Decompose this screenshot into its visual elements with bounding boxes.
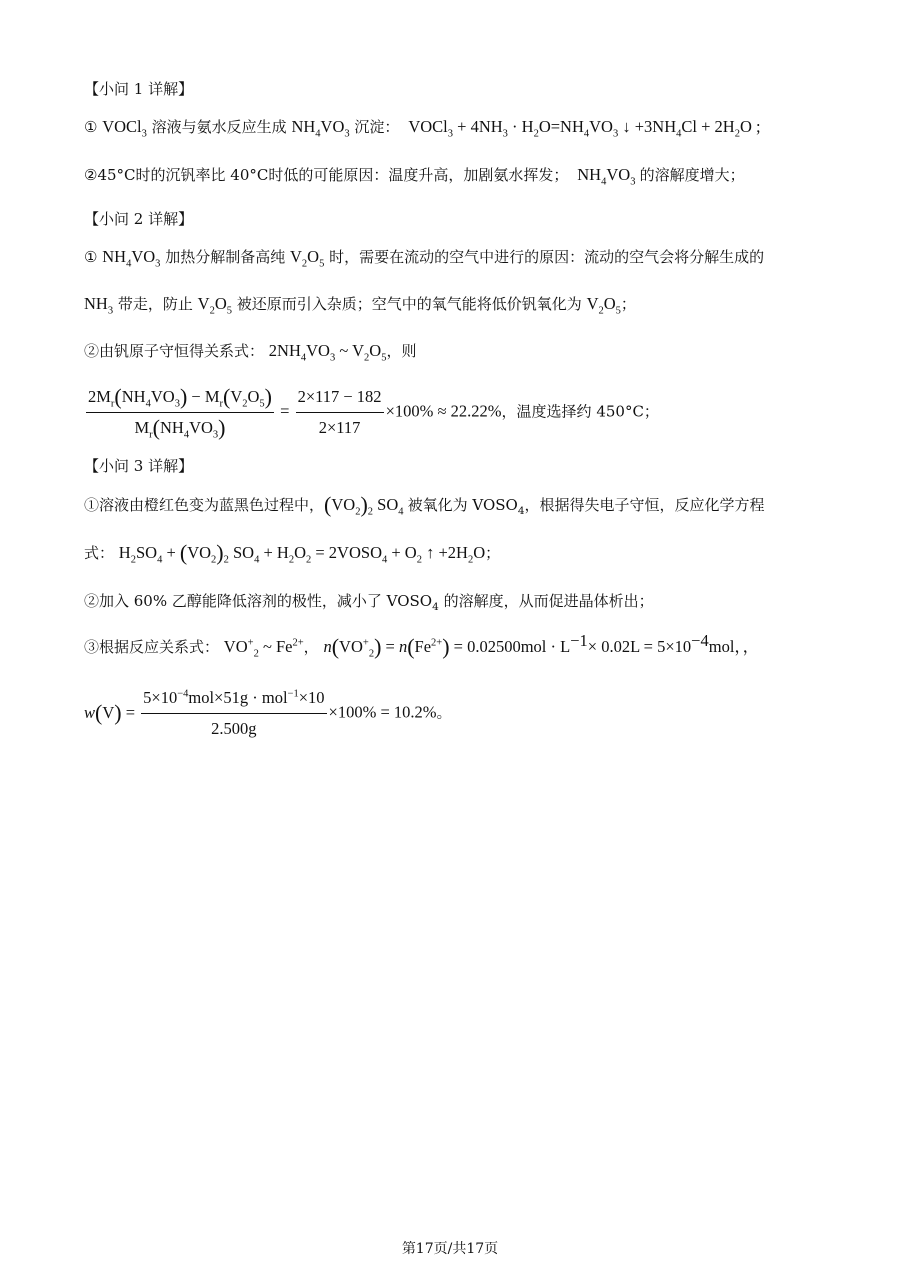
section3-line3: ②加入 60% 乙醇能降低溶剂的极性，减小了 $VOSO_4$ 的溶解度，从而促进晶体析出； [84, 592, 654, 613]
section2-line1: ① $NH_4VO_3$ 加热分解制备高纯 $V_2O_5$ 时，需要在流动的空气中进行的原因：流动的空气会将分解生成的 [84, 247, 765, 270]
section1-header: 【小问 1 详解】 [84, 80, 194, 98]
section3-line1: ①溶液由橙红色变为蓝黑色过程中，$(VO_2)_2$ $SO_4$ 被氧化为 $VOSO_4$，根据得失电子守恒，反应化学方程 [84, 492, 765, 518]
section2-line3: ②由钒原子守恒得关系式： $2NH_4VO_3$ ~ $V_2O_5$，则 [84, 341, 417, 364]
numeric-fraction: $\frac{2\times 117 - 182}{2\times 117}$ [296, 383, 384, 442]
section3-line4: ③根据反应关系式： $VO^+_2$ ~ $Fe^{2+}$， $n(VO^+_2) = n(Fe^{2+}) = 0.02500mol \cdot L^{-1}\times 0.02L = 5\times 10^{-4}mol$，， [84, 631, 760, 660]
mass-loss-fraction: $\frac{2M_r(NH_4VO_3) - M_r(V_2O_5)}{M_r(NH_4VO_3)}$ [88, 384, 272, 441]
section3-line5: w(V) = $\frac{5\times 10^{-4}mol\times 51g \cdot mol^{-1}\times 10}{2.500g}$ ×100% = 10.2%。 [84, 684, 452, 743]
section1-line2: ②45°C时的沉钒率比 40°C时低的可能原因：温度升高，加剧氨水挥发； $NH_4VO_3$ 的溶解度增大； [84, 165, 745, 188]
section3-header: 【小问 3 详解】 [84, 457, 194, 475]
page-footer: 第17页/共17页 [401, 1241, 499, 1257]
formula-vocl3: VOCl$_3$ [102, 117, 147, 140]
section3-line2: 式： $H_2SO_4 + (VO_2)_2$ $SO_4 + H_2O_2$ = $2VOSO_4 + O_2$ ↑ $+2H_2O$； [84, 540, 501, 566]
section2-fraction-line: $\frac{2M_r(NH_4VO_3) - M_r(V_2O_5)}{M_r(NH_4VO_3)}$ = $\frac{2\times 117 - 182}{2\times 117}$ ×100% ≈ 22.22%，温度选择约 450°C； [88, 384, 659, 441]
section1-line1: ① VOCl$_3$ 溶液与氨水反应生成 $NH_4VO_3$ 沉淀： VOCl$_3$ + $4NH_3 \cdot H_2O=NH_4VO_3$ ↓ $+3NH_4Cl + 2H_2O$ ; [84, 117, 761, 140]
equation-1: VOCl$_3$ + $4NH_3 \cdot H_2O=NH_4VO_3$ ↓ $+3NH_4Cl + 2H_2O$ ; [404, 117, 761, 140]
section2-line2: $NH_3$ 带走，防止 $V_2O_5$ 被还原而引入杂质；空气中的氧气能将低价钒氧化为 $V_2O_5$； [84, 294, 636, 317]
section2-header: 【小问 2 详解】 [84, 210, 194, 228]
equation-3: $H_2SO_4 + (VO_2)_2$ $SO_4 + H_2O_2$ = $2VOSO_4 + O_2$ ↑ $+2H_2O$ [118, 540, 486, 566]
vanadium-fraction: $\frac{5\times 10^{-4}mol\times 51g \cdot mol^{-1}\times 10}{2.500g}$ [141, 684, 326, 743]
